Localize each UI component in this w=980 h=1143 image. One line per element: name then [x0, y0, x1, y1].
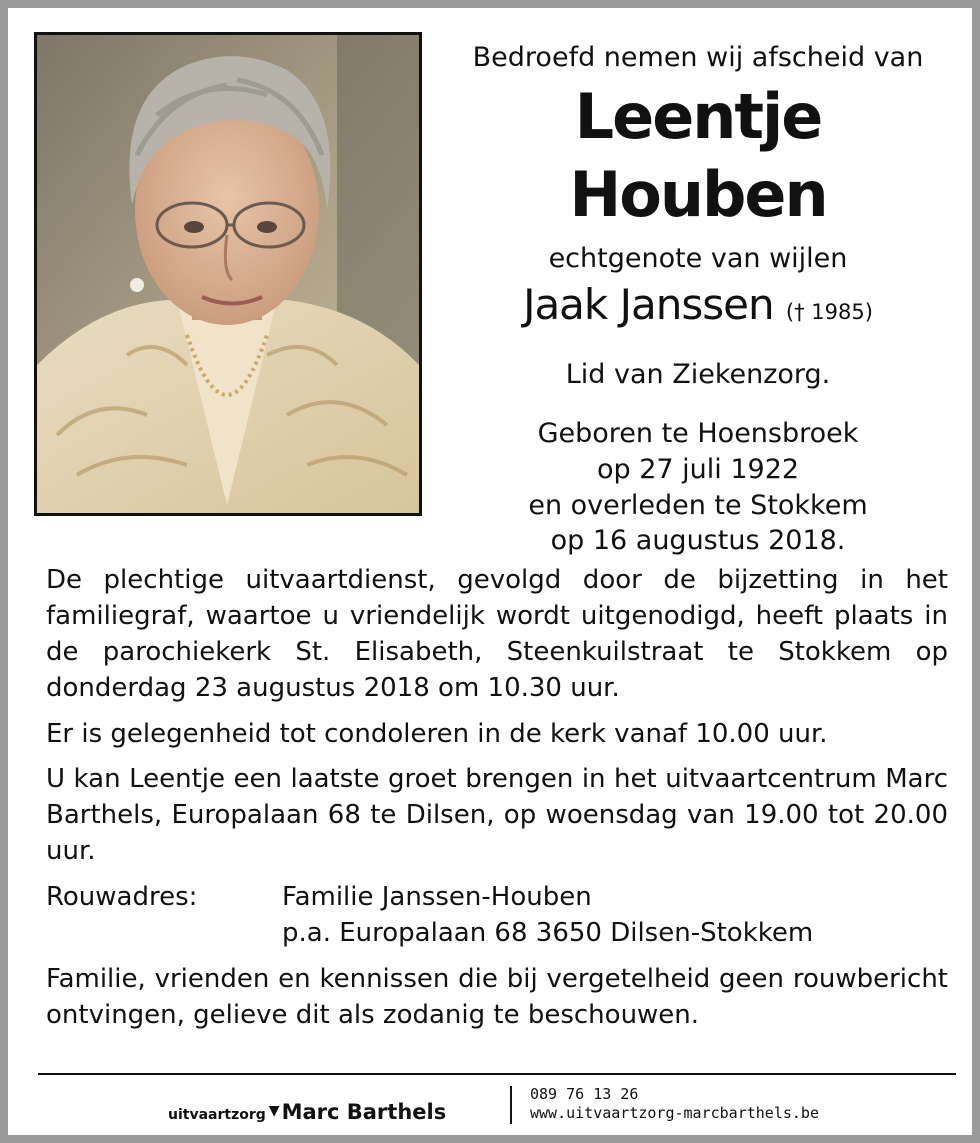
brand-triangle-icon: ▼ [268, 1103, 280, 1119]
portrait-photo [34, 32, 422, 516]
brand-name: Marc Barthels [281, 1100, 447, 1124]
spouse-death-year: († 1985) [785, 300, 873, 325]
address-label: Rouwadres: [46, 882, 198, 912]
portrait-illustration [37, 35, 419, 513]
farewell-paragraph: U kan Leentje een laatste groet brengen in het uitvaartcentrum Marc Barthels, Europalaan 68 te Dilsen, op woensdag van 19.00 tot 20.00 uur. [46, 764, 948, 867]
birth-line: op 16 augustus 2018. [550, 525, 846, 557]
brand-prefix: uitvaartzorg [168, 1107, 266, 1123]
obituary-body [46, 563, 948, 1044]
address-line: p.a. Europalaan 68 3650 Dilsen-Stokkem [282, 917, 814, 948]
birth-line: op 27 juli 1922 [596, 454, 800, 486]
footer-divider [38, 1073, 956, 1075]
intro-text: Bedroefd nemen wij afscheid van [472, 42, 924, 73]
notice-paragraph: Familie, vrienden en kennissen die bij vergetelheid geen rouwbericht ontvingen, gelieve dit als zodanig te beschouwen. [46, 963, 948, 1030]
birth-death-details [440, 416, 956, 559]
address-lines [282, 880, 813, 952]
funeral-home-footer [8, 1080, 980, 1130]
birth-line: en overleden te Stokkem [528, 489, 868, 521]
address-line: Familie Janssen-Houben [282, 882, 592, 912]
spouse-row [440, 280, 956, 329]
announcement-block [440, 42, 956, 559]
phone-number: 089 76 13 26 [530, 1085, 639, 1103]
condolence-paragraph: Er is gelegenheid tot condoleren in de kerk vanaf 10.00 uur. [46, 718, 828, 749]
membership-text: Lid van Ziekenzorg. [565, 359, 831, 391]
website-link[interactable]: www.uitvaartzorg-marcbarthels.be [530, 1103, 819, 1122]
spouse-intro: echtgenote van wijlen [548, 243, 848, 275]
service-paragraph: De plechtige uitvaartdienst, gevolgd door de bijzetting in het familiegraf, waartoe u vriendelijk wordt uitgenodigd, heeft plaats in de parochiekerk St. Elisabeth, Steenkuilstraat te Stokkem op donderdag 23 augustus 2018 om 10.30 uur. [46, 565, 948, 703]
footer-separator [510, 1086, 512, 1124]
mourning-address [46, 880, 948, 952]
spouse-name: Jaak Janssen [523, 280, 774, 330]
funeral-home-logo [168, 1100, 446, 1124]
deceased-name: Leentje Houben [569, 80, 827, 231]
contact-info [530, 1085, 819, 1123]
birth-line: Geboren te Hoensbroek [537, 418, 859, 450]
